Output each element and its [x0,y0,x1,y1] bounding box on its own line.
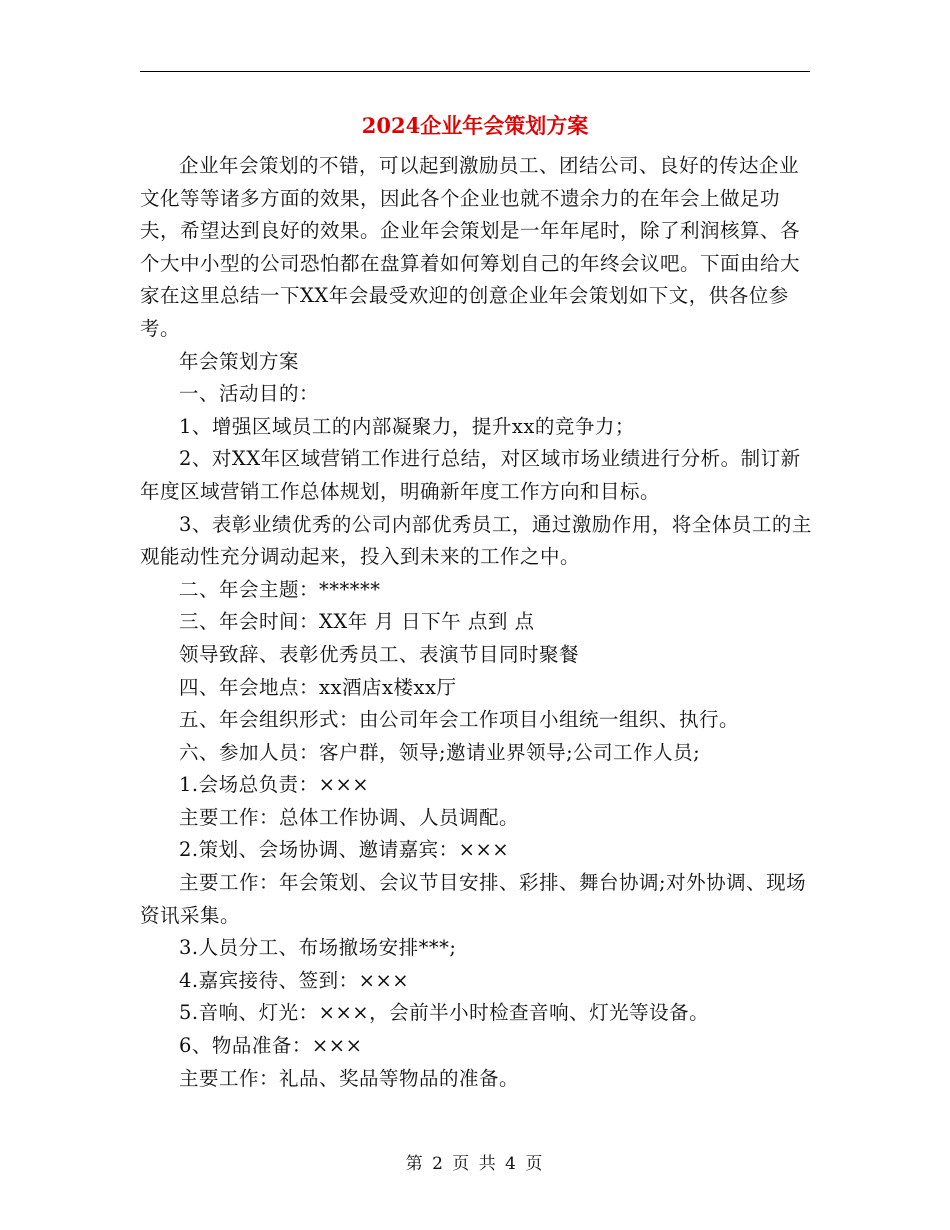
header-rule [140,71,810,72]
purpose-item-1: 1、增强区域员工的内部凝聚力，提升xx的竞争力； [179,414,635,438]
role-supplies-duty: 主要工作：礼品、奖品等物品的准备。 [179,1066,520,1090]
section-participants: 六、参加人员：客户群，领导;邀请业界领导;公司工作人员; [179,740,701,764]
role-staffing: 3.人员分工、布场撤场安排***; [179,936,457,960]
document-title: 2024企业年会策划方案 [361,113,589,138]
page-footer: 第 2 页 共 4 页 [405,1154,545,1174]
role-audio-lighting: 5.音响、灯光：×××，会前半小时检查音响、灯光等设备。 [179,1001,710,1025]
section-organization: 五、年会组织形式：由公司年会工作项目小组统一组织、执行。 [179,708,740,732]
role-planning: 2.策划、会场协调、邀请嘉宾：××× [179,838,510,862]
section-theme: 二、年会主题：****** [179,577,381,601]
role-venue-lead: 1.会场总负责：××× [179,773,370,797]
purpose-item-2: 2、对XX年区域营销工作进行总结，对区域市场业绩进行分析。制订新年度区域营销工作总体规划，明确新年度工作方向和目标。 [140,447,801,503]
purpose-item-3: 3、表彰业绩优秀的公司内部优秀员工，通过激励作用，将全体员工的主观能动性充分调动起来，投入到未来的工作之中。 [140,512,812,569]
section-location: 四、年会地点：xx酒店x楼xx厅 [179,675,457,699]
role-planning-duty: 主要工作：年会策划、会议节目安排、彩排、舞台协调;对外协调、现场资讯采集。 [140,871,807,927]
section-purpose-heading: 一、活动目的： [179,382,320,406]
role-reception: 4.嘉宾接待、签到：××× [179,968,410,992]
paragraph-plan-heading: 年会策划方案 [179,349,300,373]
time-detail: 领导致辞、表彰优秀员工、表演节目同时聚餐 [179,642,580,666]
role-supplies: 6、物品准备：××× [179,1034,363,1058]
paragraph-intro: 企业年会策划的不错，可以起到激励员工、团结公司、良好的传达企业文化等等诸多方面的效果，因此各个企业也就不遗余力的在年会上做足功夫，希望达到良好的效果。企业年会策划是一年年尾时，除了利润核算、各个大中小型的公司恐怕都在盘算着如何筹划自己的年终会议吧。下面由给大家在这里总结一下XX年会最受欢迎的创意企业年会策划如下文，供各位参考。 [140,154,801,340]
document-body [140,150,812,1095]
section-time: 三、年会时间：XX年 月 日下午 点到 点 [179,610,535,634]
role-venue-lead-duty: 主要工作：总体工作协调、人员调配。 [179,805,520,829]
